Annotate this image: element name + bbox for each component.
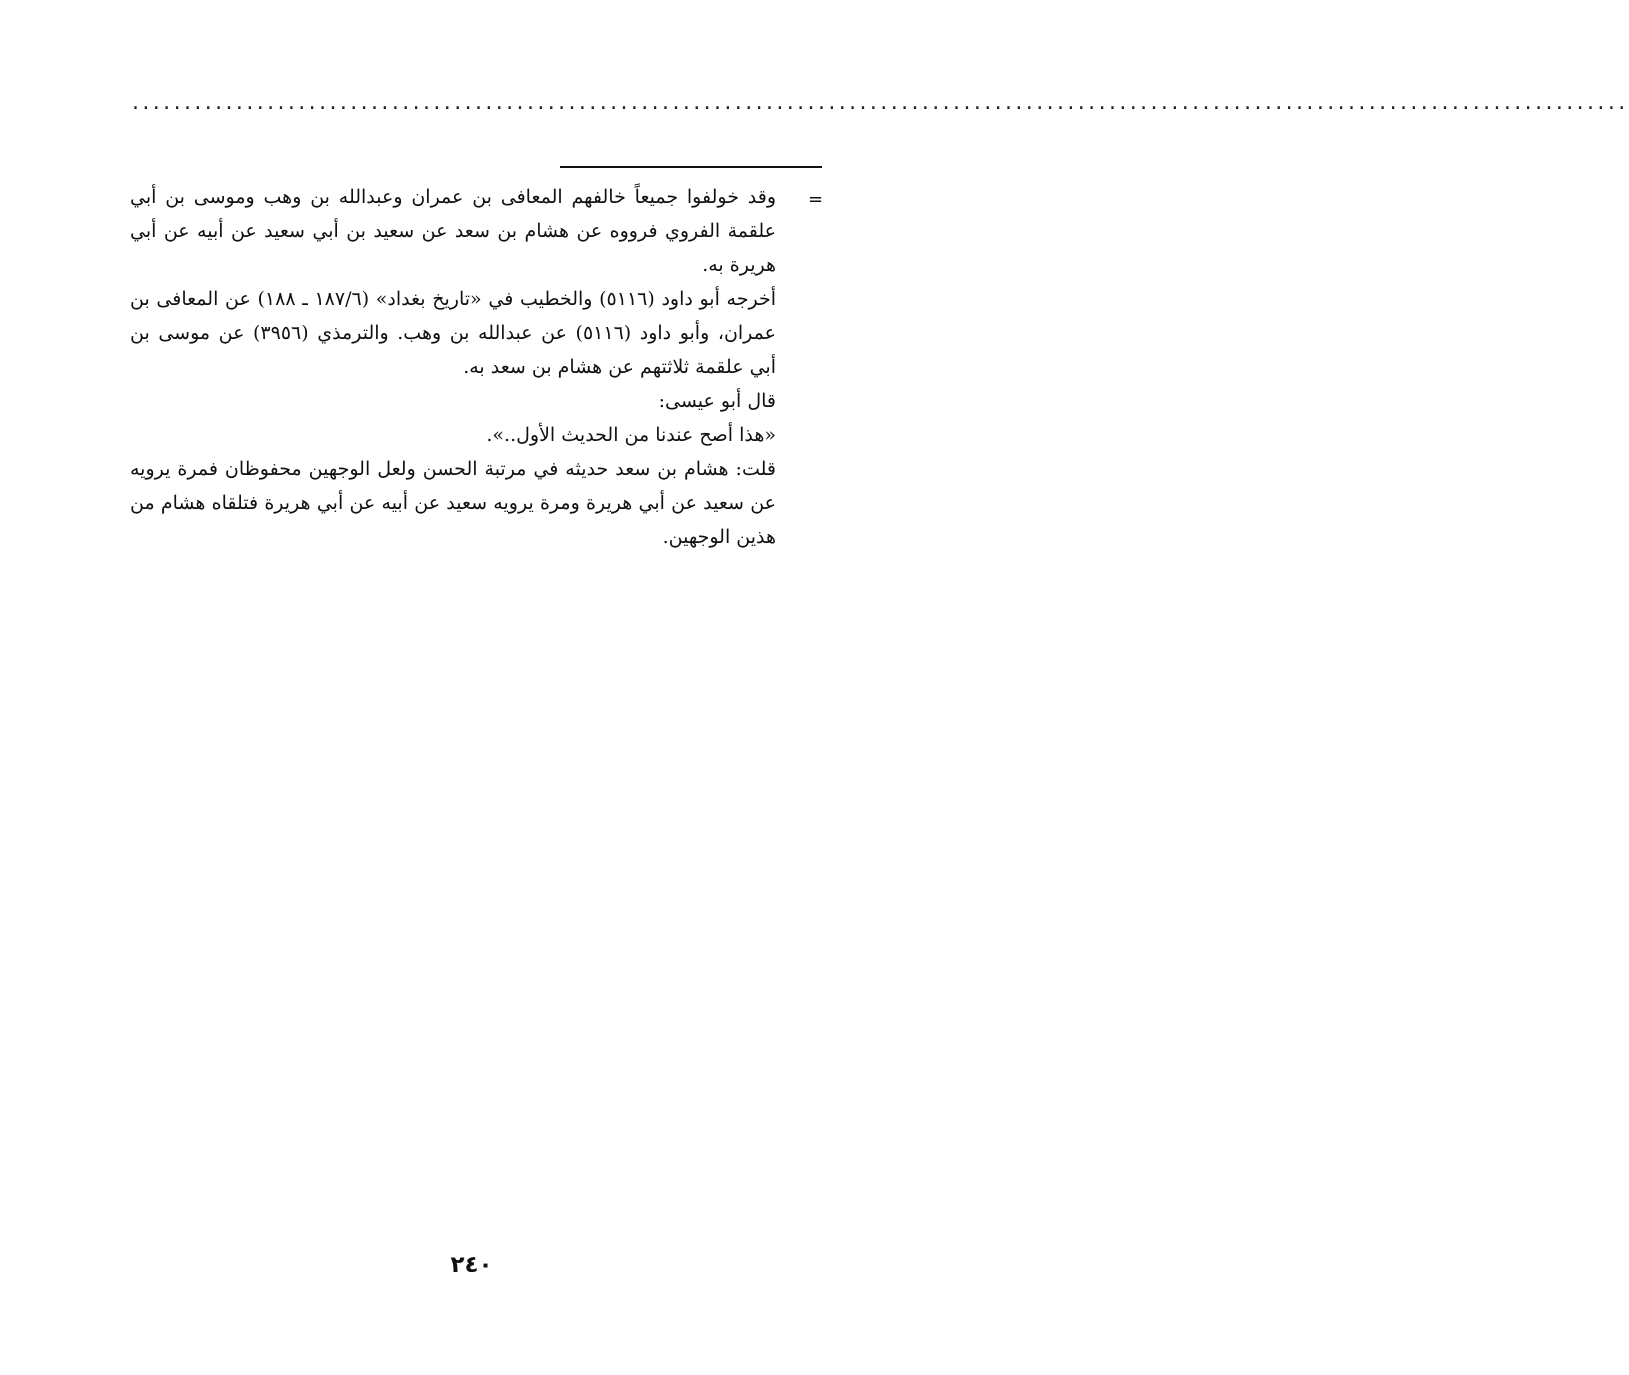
page-number: ٢٤٠ xyxy=(450,1252,493,1278)
footnote-block xyxy=(130,180,776,554)
footnote-paragraph-4: «هذا أصح عندنا من الحديث الأول..». xyxy=(486,424,776,446)
footnote-paragraph-3: قال أبو عيسى: xyxy=(658,390,776,412)
footnote-paragraph-1: وقد خولفوا جميعاً خالفهم المعافى بن عمران وعبدالله بن وهب وموسى بن أبي علقمة الفروي فرووه عن هشام بن سعد عن سعيد بن أبي سعيد عن أبيه عن أبي هريرة به. xyxy=(130,186,776,276)
footnote-continuation-mark: = xyxy=(808,189,824,210)
footnote-paragraph-5: قلت: هشام بن سعد حديثه في مرتبة الحسن ولعل الوجهين محفوظان فمرة يرويه عن سعيد عن أبي هريرة ومرة يرويه سعيد عن أبيه عن أبي هريرة فتلقاه هشام من هذين الوجهين. xyxy=(130,458,776,548)
header-dotted-line: ................................................................................................................................................ xyxy=(132,90,1629,115)
footnote-paragraph-2: أخرجه أبو داود (٥١١٦) والخطيب في «تاريخ بغداد» (١٨٧/٦ ـ ١٨٨) عن المعافى بن عمران، وأبو داود (٥١١٦) عن عبدالله بن وهب. والترمذي (٣٩٥٦) عن موسى بن أبي علقمة ثلاثتهم عن هشام بن سعد به. xyxy=(130,288,776,378)
footnote-separator-rule xyxy=(560,166,822,168)
